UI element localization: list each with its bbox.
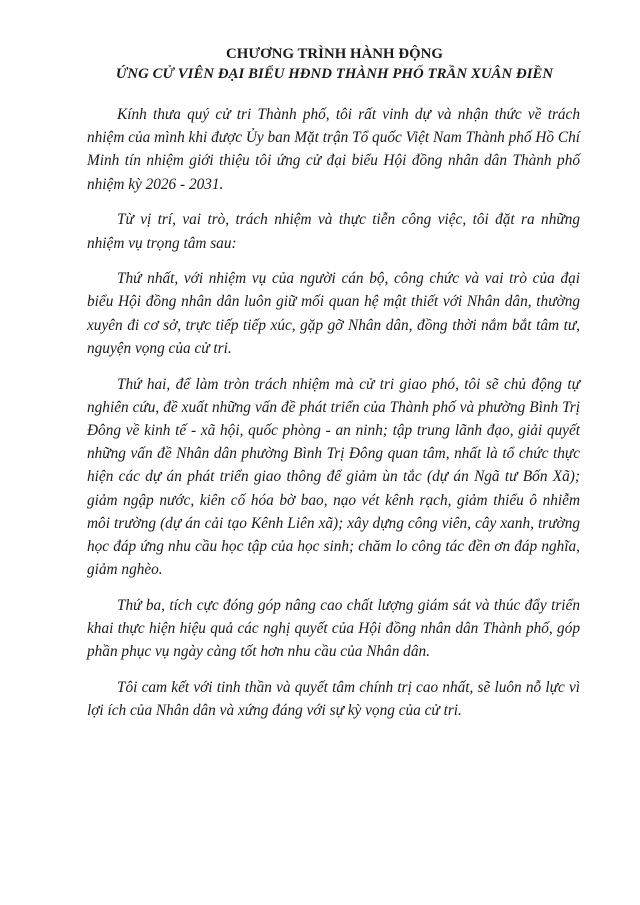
paragraph-task-second: Thứ hai, để làm tròn trách nhiệm mà cử tri giao phó, tôi sẽ chủ động tự nghiên cứu, đề xuất những vấn đề phát triển của Thành phố và phường Bình Trị Đông về kinh tế - xã hội, quốc phòng - an ninh; tập trung lãnh đạo, giải quyết những vấn đề Nhân dân phường Bình Trị Đông quan tâm, nhất là tổ chức thực hiện các dự án phát triển giao thông để giảm ùn tắc (dự án Ngã tư Bốn Xã); giảm ngập nước, kiên cố hóa bờ bao, nạo vét kênh rạch, giảm thiểu ô nhiễm môi trường (dự án cải tạo Kênh Liên xã); xây dựng công viên, cây xanh, trường học đáp ứng nhu cầu học tập của học sinh; chăm lo công tác đền ơn đáp nghĩa, giảm nghèo. — [87, 375, 580, 579]
document-body — [87, 103, 580, 722]
paragraph-intro-tasks: Từ vị trí, vai trò, trách nhiệm và thực tiễn công việc, tôi đặt ra những nhiệm vụ trọng tâm sau: — [87, 211, 580, 252]
paragraph-task-first: Thứ nhất, với nhiệm vụ của người cán bộ, công chức và vai trò của đại biểu Hội đồng nhân dân luôn giữ mối quan hệ mật thiết với Nhân dân, thường xuyên đi cơ sở, trực tiếp tiếp xúc, gặp gỡ Nhân dân, đồng thời nắm bắt tâm tư, nguyện vọng của cử tri. — [87, 270, 580, 357]
document-title — [87, 44, 580, 84]
paragraph-commitment: Tôi cam kết với tinh thần và quyết tâm chính trị cao nhất, sẽ luôn nỗ lực vì lợi ích của Nhân dân và xứng đáng với sự kỳ vọng của cử tri. — [87, 678, 580, 720]
title-line-2: ỨNG CỬ VIÊN ĐẠI BIỂU HĐND THÀNH PHỐ TRẦN XUÂN ĐIỀN — [115, 66, 554, 82]
title-line-1: CHƯƠNG TRÌNH HÀNH ĐỘNG — [226, 46, 443, 62]
paragraph-task-third: Thứ ba, tích cực đóng góp nâng cao chất lượng giám sát và thúc đẩy triển khai thực hiện hiệu quả các nghị quyết của Hội đồng nhân dân Thành phố, góp phần phục vụ ngày càng tốt hơn nhu cầu của Nhân dân. — [87, 596, 580, 661]
paragraph-greeting: Kính thưa quý cử tri Thành phố, tôi rất vinh dự và nhận thức về trách nhiệm của mình khi được Ủy ban Mặt trận Tổ quốc Việt Nam Thành phố Hồ Chí Minh tín nhiệm giới thiệu tôi ứng cử đại biểu Hội đồng nhân dân Thành phố nhiệm kỳ 2026 - 2031. — [87, 106, 580, 193]
